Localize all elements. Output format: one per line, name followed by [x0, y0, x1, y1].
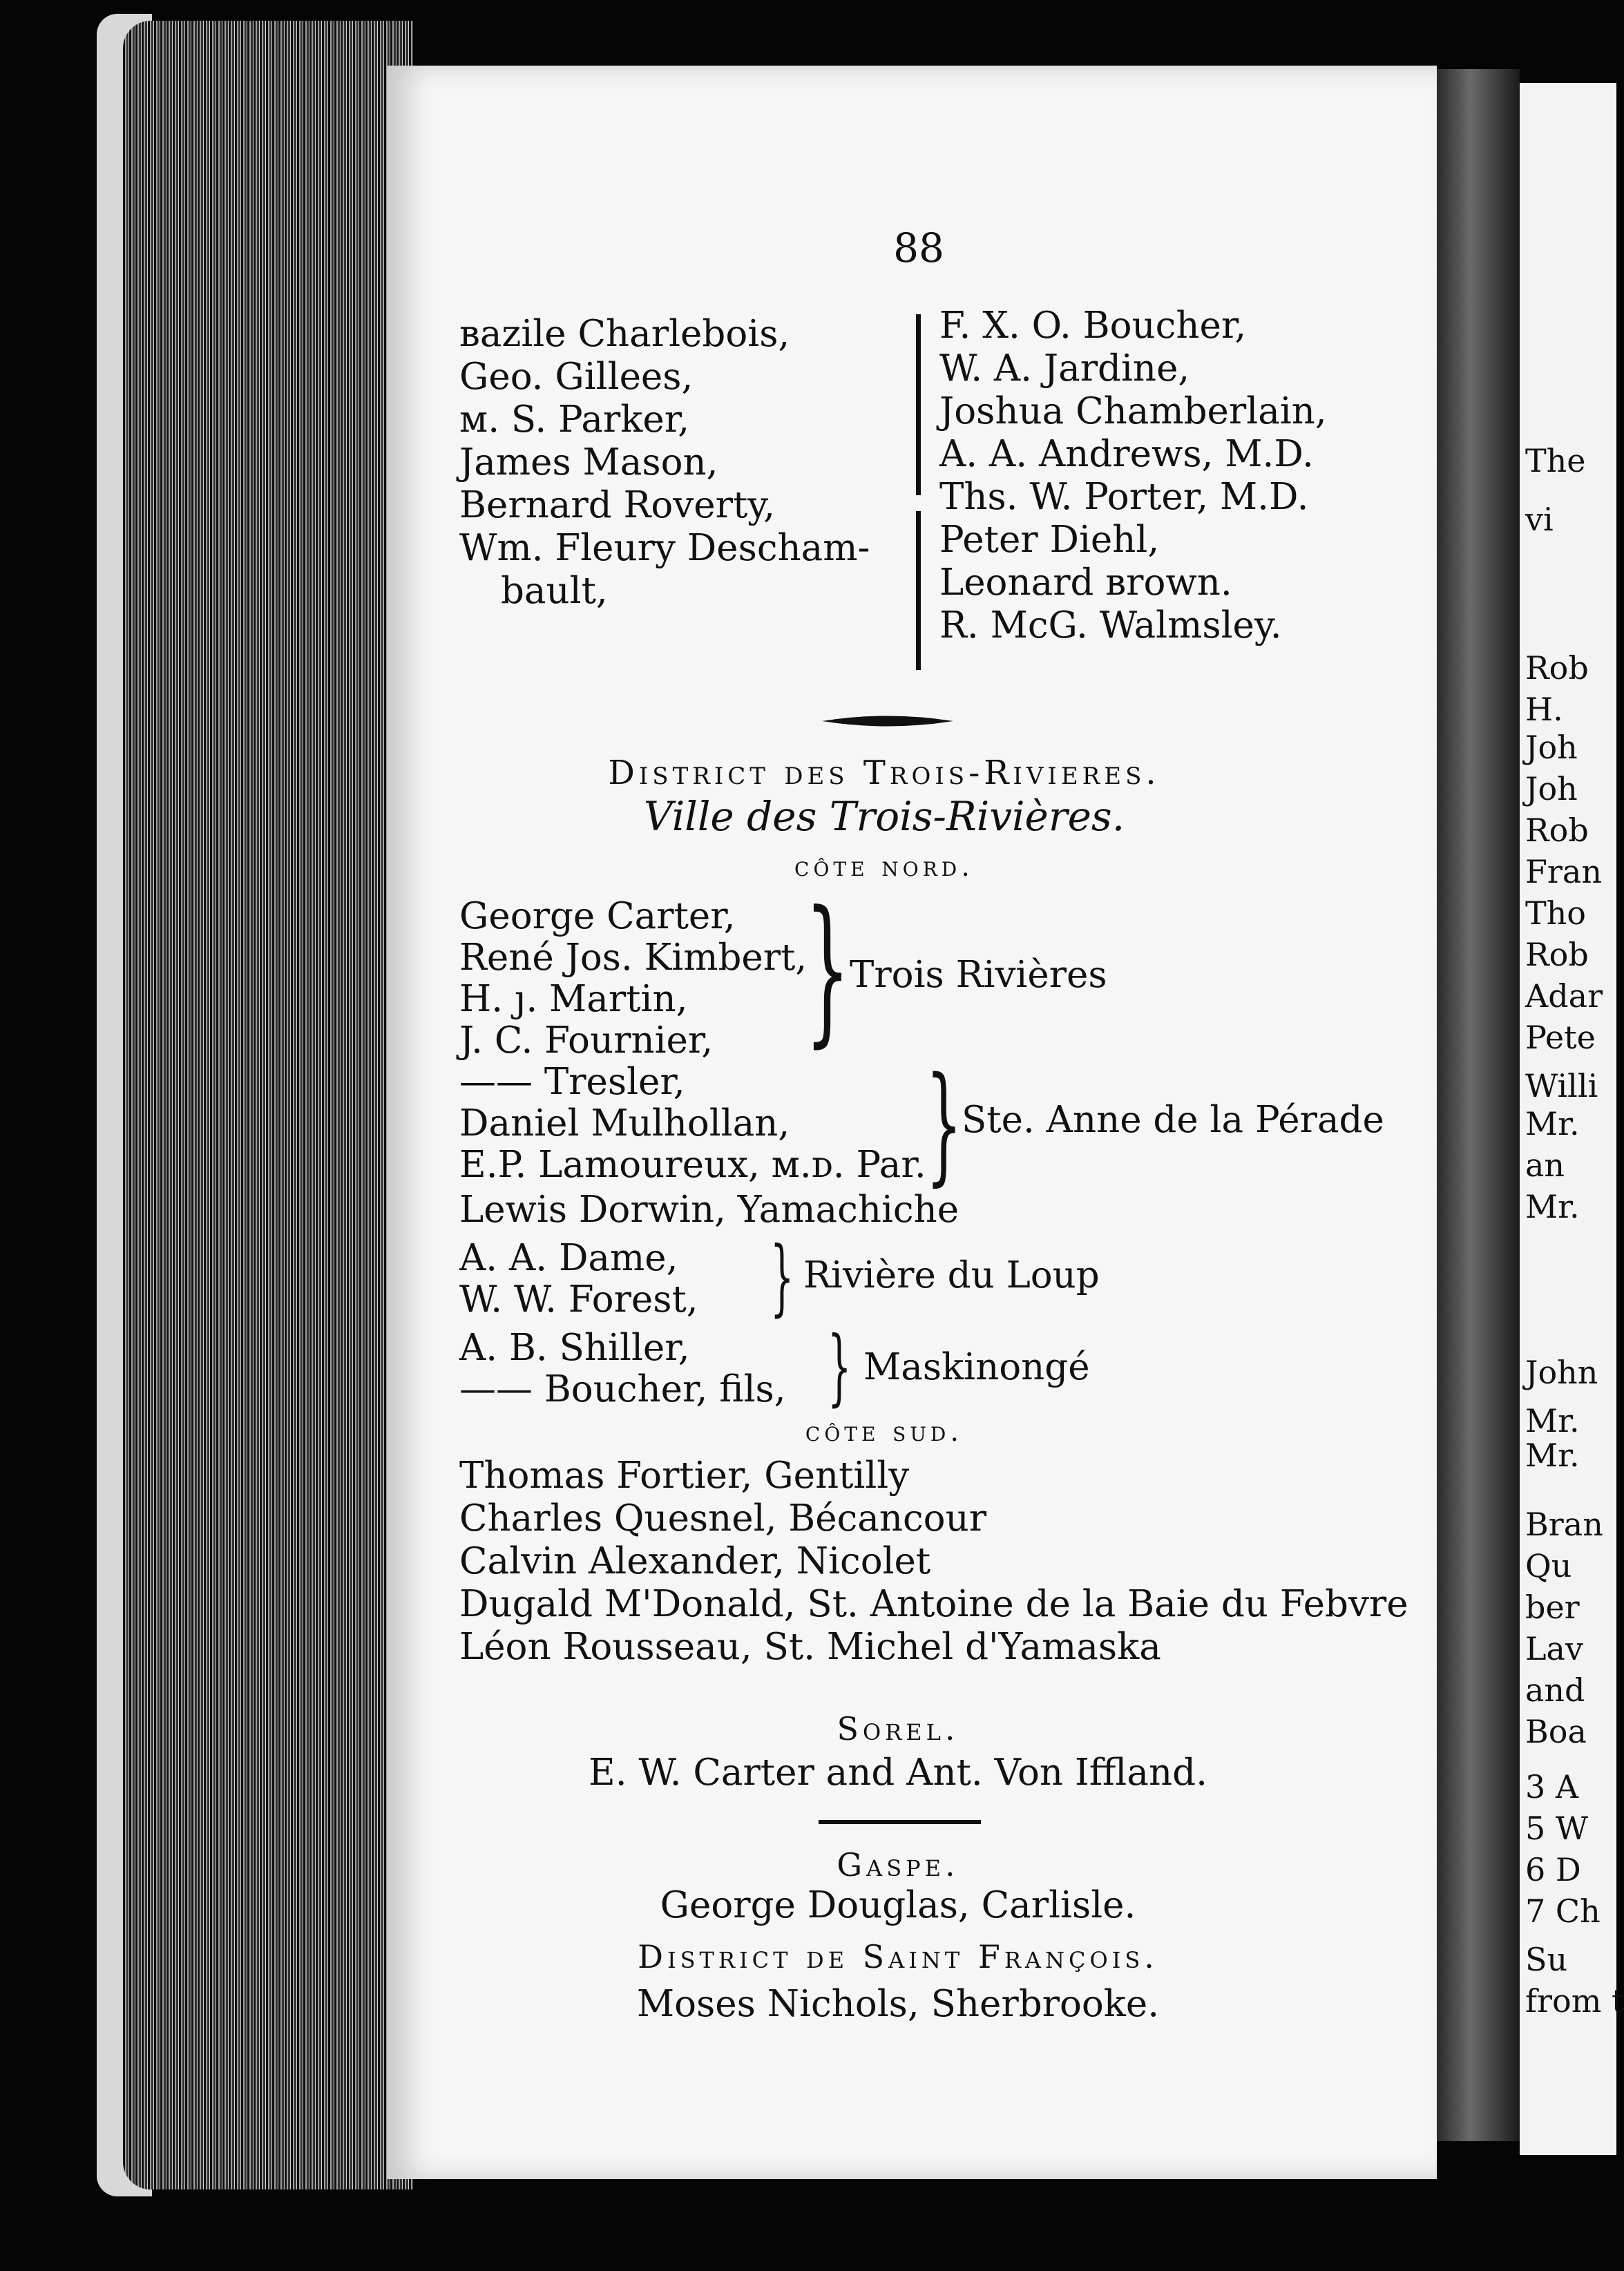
name-entry: —— Boucher, fils, [459, 1368, 786, 1410]
facing-page-fragment: ber [1525, 1589, 1580, 1626]
facing-page-fragment: from t [1525, 1982, 1624, 2020]
facing-page-fragment: Pete [1525, 1019, 1596, 1056]
name-entry: H. ȷ. Martin, [459, 978, 688, 1020]
sud-entry: Dugald M'Donald, St. Antoine de la Baie du Febvre [459, 1583, 1408, 1625]
facing-page-fragment: Boa [1525, 1713, 1587, 1750]
name-entry: A. A. Dame, [459, 1237, 678, 1279]
facing-page-fragment: an [1525, 1147, 1565, 1184]
st-francois-heading: District de Saint François. [638, 1938, 1158, 1975]
facing-page-fragment: Mr. [1525, 1188, 1580, 1225]
cote-sud-heading: côte sud. [805, 1416, 964, 1448]
sud-entry: Charles Quesnel, Bécancour [459, 1497, 987, 1540]
gaspe-heading: Gaspe. [837, 1846, 959, 1884]
name-entry: W. A. Jardine, [939, 347, 1190, 390]
facing-page-fragment: Rob [1525, 812, 1589, 849]
brace-trois-rivieres: } [805, 878, 850, 1062]
place-ste-anne: Ste. Anne de la Pérade [962, 1099, 1384, 1141]
column-divider-upper [916, 314, 921, 495]
page-number: 88 [893, 224, 944, 271]
facing-page-fragment: 6 D [1525, 1851, 1581, 1888]
facing-page-fragment: Tho [1525, 894, 1587, 932]
name-entry: Geo. Gillees, [459, 356, 694, 398]
facing-page-fragment: Joh [1525, 770, 1578, 807]
name-entry: E.P. Lamoureux, ᴍ.ᴅ. Par. [459, 1144, 926, 1186]
page-gutter [1437, 69, 1520, 2141]
column-divider-lower [916, 511, 921, 670]
facing-page-fragment: Joh [1525, 729, 1578, 766]
facing-page-fragment: Bran [1525, 1506, 1603, 1543]
sorel-entry: E. W. Carter and Ant. Von Iffland. [589, 1752, 1207, 1794]
place-maskinonge: Maskinongé [863, 1346, 1090, 1388]
sud-entry: Thomas Fortier, Gentilly [459, 1455, 910, 1497]
facing-page-fragment: 5 W [1525, 1810, 1589, 1847]
name-entry: —— Tresler, [459, 1061, 685, 1103]
facing-page-fragment: Willi [1525, 1067, 1598, 1104]
gaspe-entry: George Douglas, Carlisle. [660, 1884, 1136, 1926]
name-entry: J. C. Fournier, [459, 1019, 714, 1062]
facing-page-fragment: Mr. [1525, 1402, 1580, 1439]
brace-maskinonge: } [828, 1319, 852, 1415]
name-entry: Bernard Roverty, [459, 484, 775, 526]
facing-page-fragment: H. [1525, 691, 1563, 728]
name-entry: A. B. Shiller, [459, 1327, 690, 1369]
name-entry: ᴍ. S. Parker, [459, 399, 690, 441]
name-entry: R. McG. Walmsley. [939, 604, 1282, 646]
facing-page-fragment: 7 Ch [1525, 1892, 1601, 1930]
name-entry: Leonard ʙrown. [939, 562, 1232, 604]
name-entry: A. A. Andrews, M.D. [939, 433, 1314, 475]
ville-heading: Ville des Trois-Rivières. [643, 793, 1125, 840]
facing-page-fragment: Mr. [1525, 1437, 1580, 1474]
name-entry: James Mason, [459, 441, 718, 483]
page-block-edge [123, 21, 413, 2189]
yamachiche-entry: Lewis Dorwin, Yamachiche [459, 1189, 959, 1231]
name-entry: ʙazile Charlebois, [459, 313, 790, 355]
name-entry: W. W. Forest, [459, 1278, 698, 1321]
facing-page-fragment: Su [1525, 1941, 1568, 1978]
name-entry: René Jos. Kimbert, [459, 937, 808, 979]
name-entry: F. X. O. Boucher, [939, 305, 1247, 347]
name-entry: bault, [501, 570, 608, 612]
ornament-divider [822, 713, 953, 729]
facing-page-fragment: vi [1525, 501, 1554, 538]
facing-page [1520, 83, 1624, 2155]
facing-page-fragment: Qu [1525, 1547, 1572, 1584]
name-entry: Ths. W. Porter, M.D. [939, 476, 1309, 518]
name-entry: Wm. Fleury Descham- [459, 527, 870, 569]
st-francois-entry: Moses Nichols, Sherbrooke. [636, 1983, 1160, 2025]
facing-page-fragment: 3 A [1525, 1768, 1579, 1805]
name-entry: Joshua Chamberlain, [939, 390, 1327, 432]
brace-ste-anne: } [926, 1049, 962, 1198]
facing-page-fragment: Lav [1525, 1630, 1583, 1667]
facing-page-fragment: The [1525, 442, 1586, 479]
place-riviere-du-loup: Rivière du Loup [803, 1254, 1100, 1296]
place-trois-rivieres: Trois Rivières [850, 954, 1107, 996]
sorel-heading: Sorel. [837, 1710, 959, 1747]
sud-entry: Léon Rousseau, St. Michel d'Yamaska [459, 1626, 1161, 1668]
facing-page-fragment: and [1525, 1671, 1585, 1709]
section-rule [819, 1820, 981, 1824]
facing-page-fragment: Rob [1525, 936, 1589, 973]
facing-page-fragment: Mr. [1525, 1105, 1580, 1142]
name-entry: Peter Diehl, [939, 519, 1160, 561]
brace-riviere-du-loup: } [770, 1229, 794, 1325]
facing-page-fragment: John [1525, 1354, 1598, 1391]
facing-page-fragment: Fran [1525, 853, 1602, 890]
name-entry: George Carter, [459, 895, 736, 937]
cote-nord-heading: côte nord. [794, 851, 974, 883]
name-entry: Daniel Mulhollan, [459, 1102, 790, 1144]
sud-entry: Calvin Alexander, Nicolet [459, 1540, 931, 1582]
district-heading: District des Trois-Rivieres. [608, 754, 1160, 792]
facing-page-fragment: Adar [1525, 977, 1603, 1015]
facing-page-fragment: Rob [1525, 649, 1589, 687]
book-page [387, 66, 1437, 2179]
